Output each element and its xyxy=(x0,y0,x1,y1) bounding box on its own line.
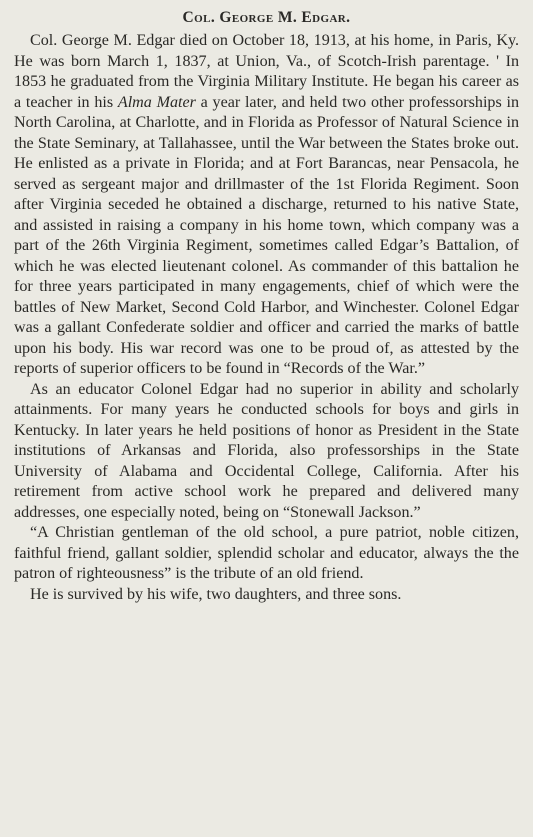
paragraph-tribute: “A Christian gentleman of the old school, a pure patriot, noble citizen, faithful friend, gallant soldier, splendid scholar and educator, always the the patron of righteousness” is the tribute of an old friend. xyxy=(14,524,519,582)
paragraph-biography-text-after: a year later, and held two other professorships in North Carolina, at Charlotte, and in Florida as Professor of Natural Science in the State Seminary, at Tallahassee, until the War between the States broke out. He enlisted as a private in Florida; and at Fort Barancas, near Pensacola, he served as sergeant major and drillmaster of the 1st Florida Regiment. Soon after Virginia seceded he obtained a discharge, returned to his native State, and assisted in raising a company in his home town, which company was a part of the 26th Virginia Regiment, sometimes called Edgar’s Battalion, of which he was elected lieutenant colonel. As commander of this battalion he for three years participated in many engagements, chief of which were the battles of New Market, Second Cold Harbor, and Winchester. Colonel Edgar was a gallant Confederate soldier and officer and carried the marks of battle upon his body. His war record was one to be proud of, as attested by the reports of superior officers to be found in “Records of the War.” xyxy=(14,93,519,377)
paragraph-educator: As an educator Colonel Edgar had no superior in ability and scholarly attainments. For many years he conducted schools for boys and girls in Kentucky. In later years he held positions of honor as President in the State institutions of Arkansas and Florida, also professorships in the State University of Alabama and Occidental College, California. After his retirement from active school work he prepared and delivered many addresses, one especially noted, being on “Stonewall Jackson.” xyxy=(14,380,519,521)
paragraph-biography xyxy=(14,31,519,380)
paragraph-biography-text-before: Col. George M. Edgar died on October 18, 1913, at his home, in Paris, Ky. He was born March 1, 1837, at Union, Va., of Scotch-Irish parentage. ' In 1853 he graduated from the Virginia Military Institute. He began his career as a teacher in his xyxy=(14,32,519,111)
page-title: Col. George M. Edgar. xyxy=(182,9,351,26)
paragraph-survivors: He is survived by his wife, two daughters, and three sons. xyxy=(30,585,402,603)
paragraph-biography-emphasis: Alma Mater xyxy=(117,93,196,111)
